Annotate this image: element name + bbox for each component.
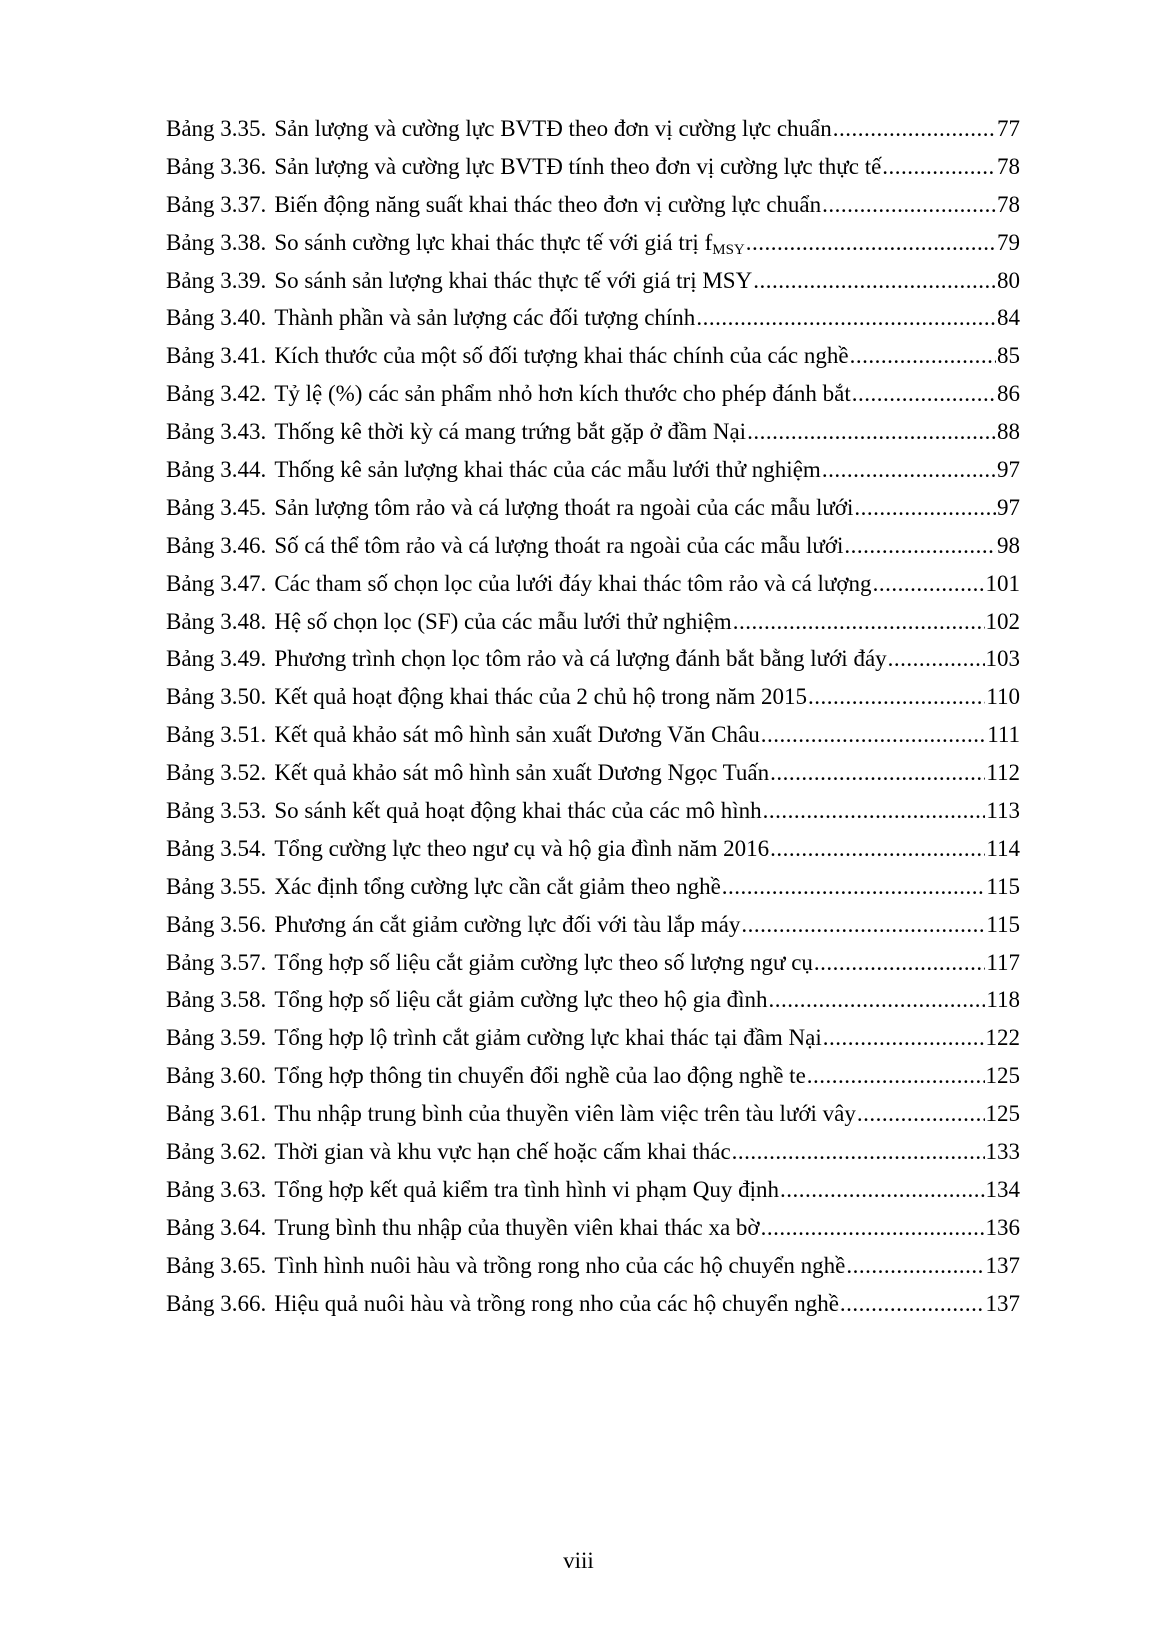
- toc-entry-page: 137: [985, 1252, 1020, 1278]
- toc-dot-leader: [822, 451, 996, 489]
- toc-dot-leader: [741, 906, 985, 944]
- toc-entry-title: [274, 565, 871, 603]
- toc-entry-page: 136: [985, 1214, 1020, 1240]
- toc-entry[interactable]: [166, 640, 1020, 678]
- toc-dot-leader: [844, 527, 996, 565]
- toc-entry-page: 122: [985, 1025, 1020, 1051]
- toc-dot-leader: [846, 1247, 984, 1285]
- toc-entry-title: [274, 868, 720, 906]
- toc-entry-title: [274, 981, 767, 1019]
- toc-entry-title-text: Tỷ lệ (%) các sản phẩm nhỏ hơn kích thước cho phép đánh bắt: [274, 381, 851, 407]
- toc-dot-leader: [850, 337, 996, 375]
- toc-entry-page: 117: [986, 949, 1020, 975]
- toc-dot-leader: [732, 1133, 985, 1171]
- toc-entry-page: 77: [997, 116, 1020, 141]
- toc-entry-page: 101: [985, 570, 1020, 596]
- toc-dot-leader: [769, 981, 986, 1019]
- toc-entry[interactable]: [166, 565, 1020, 603]
- toc-entry-label: Bảng 3.54.: [166, 835, 267, 861]
- toc-entry-title-text: Hệ số chọn lọc (SF) của các mẫu lưới thử nghiệm: [274, 608, 732, 634]
- toc-dot-leader: [852, 375, 996, 413]
- toc-dot-leader: [814, 944, 985, 982]
- toc-entry[interactable]: [166, 375, 1020, 413]
- toc-entry-label: Bảng 3.45.: [166, 494, 267, 520]
- toc-entry-label: Bảng 3.63.: [166, 1176, 267, 1202]
- toc-entry-title: [274, 640, 886, 678]
- toc-entry-page: 97: [997, 494, 1020, 520]
- toc-entry-label: Bảng 3.58.: [166, 987, 267, 1013]
- toc-dot-leader: [753, 262, 996, 300]
- toc-entry-page: 114: [986, 835, 1020, 861]
- toc-entry-page: 118: [986, 987, 1020, 1013]
- toc-entry-title: [274, 337, 848, 375]
- toc-entry-label: Bảng 3.42.: [166, 381, 267, 407]
- toc-entry-page: 79: [997, 229, 1020, 255]
- toc-dot-leader: [747, 413, 996, 451]
- toc-entry[interactable]: [166, 527, 1020, 565]
- toc-dot-leader: [763, 792, 986, 830]
- toc-entry-title-text: Sản lượng và cường lực BVTĐ theo đơn vị cường lực chuẩn: [274, 116, 832, 141]
- toc-entry[interactable]: [166, 678, 1020, 716]
- toc-dot-leader: [807, 1057, 985, 1095]
- toc-entry-title: [274, 754, 769, 792]
- toc-entry[interactable]: [166, 1133, 1020, 1171]
- toc-entry-title: [274, 603, 731, 641]
- toc-entry-title-text: Thống kê thời kỳ cá mang trứng bắt gặp ở đầm Nại: [274, 419, 747, 445]
- toc-entry-label: Bảng 3.55.: [166, 873, 267, 899]
- toc-entry[interactable]: [166, 413, 1020, 451]
- toc-entry-page: 88: [997, 419, 1020, 445]
- toc-dot-leader: [888, 640, 985, 678]
- toc-entry[interactable]: [166, 944, 1020, 982]
- toc-entry-label: Bảng 3.36.: [166, 153, 267, 179]
- toc-entry-title-text: Kết quả hoạt động khai thác của 2 chủ hộ trong năm 2015: [274, 684, 808, 710]
- toc-entry-title: [274, 413, 746, 451]
- toc-entry-page: 98: [997, 532, 1020, 558]
- toc-entry-label: Bảng 3.60.: [166, 1063, 267, 1089]
- toc-entry[interactable]: [166, 299, 1020, 337]
- toc-entry-title-text: Kích thước của một số đối tượng khai thác chính của các nghề: [274, 343, 849, 369]
- toc-entry-title-text: Sản lượng và cường lực BVTĐ tính theo đơn vị cường lực thực tế: [274, 153, 882, 179]
- toc-entry[interactable]: [166, 337, 1020, 375]
- toc-entry-page: 125: [985, 1101, 1020, 1127]
- toc-dot-leader: [722, 868, 986, 906]
- toc-dot-leader: [770, 830, 985, 868]
- toc-entry[interactable]: [166, 1209, 1020, 1247]
- toc-entry-label: Bảng 3.38.: [166, 229, 267, 255]
- toc-entry-title: [274, 1285, 839, 1323]
- toc-entry-label: Bảng 3.65.: [166, 1252, 267, 1278]
- toc-entry-page: 125: [985, 1063, 1020, 1089]
- toc-entry-title: [274, 451, 821, 489]
- toc-entry-title: [274, 110, 831, 148]
- toc-entry-label: Bảng 3.56.: [166, 911, 267, 937]
- toc-dot-leader: [746, 224, 996, 262]
- toc-entry-title-text: So sánh kết quả hoạt động khai thác của các mô hình: [274, 798, 762, 824]
- toc-entry-page: 78: [997, 153, 1020, 179]
- toc-entry-title: [274, 1171, 779, 1209]
- toc-entry-title-text: Hiệu quả nuôi hàu và trồng rong nho của các hộ chuyển nghề: [274, 1290, 839, 1316]
- toc-entry[interactable]: [166, 186, 1020, 224]
- toc-entry[interactable]: [166, 1247, 1020, 1285]
- toc-entry-title-text: Tổng hợp thông tin chuyển đổi nghề của lao động nghề te: [274, 1063, 806, 1089]
- toc-entry-title: [274, 186, 821, 224]
- toc-entry-title-text: Trung bình thu nhập của thuyền viên khai thác xa bờ: [274, 1214, 760, 1240]
- toc-entry-title: [274, 1095, 856, 1133]
- toc-entry-title-text: Kết quả khảo sát mô hình sản xuất Dương Ngọc Tuấn: [274, 760, 770, 786]
- toc-entry-title: [274, 1209, 759, 1247]
- toc-entry-label: Bảng 3.47.: [166, 570, 267, 596]
- toc-entry[interactable]: [166, 830, 1020, 868]
- toc-dot-leader: [857, 1095, 985, 1133]
- toc-entry-title: [274, 148, 881, 186]
- toc-dot-leader: [780, 1171, 985, 1209]
- toc-entry[interactable]: [166, 262, 1020, 300]
- toc-entry-title: [274, 1057, 805, 1095]
- toc-entry-page: 112: [986, 760, 1020, 786]
- toc-entry-title: [274, 1247, 845, 1285]
- toc-entry-page: 134: [985, 1176, 1020, 1202]
- toc-entry[interactable]: [166, 1057, 1020, 1095]
- toc-dot-leader: [808, 678, 985, 716]
- toc-entry-page: 137: [985, 1290, 1020, 1316]
- toc-entry-label: Bảng 3.35.: [166, 116, 267, 141]
- toc-entry[interactable]: [166, 868, 1020, 906]
- toc-dot-leader: [873, 565, 985, 603]
- toc-entry-title-text: So sánh sản lượng khai thác thực tế với giá trị MSY: [274, 267, 753, 293]
- toc-entry-title-text: Phương trình chọn lọc tôm rảo và cá lượng đánh bắt bằng lưới đáy: [274, 646, 887, 672]
- toc-dot-leader: [761, 716, 986, 754]
- toc-entry-title: [274, 830, 769, 868]
- toc-entry-title-text: Kết quả khảo sát mô hình sản xuất Dương Văn Châu: [274, 722, 760, 748]
- toc-entry-label: Bảng 3.43.: [166, 419, 267, 445]
- toc-entry-label: Bảng 3.59.: [166, 1025, 267, 1051]
- toc-entry-title-text: Tổng hợp kết quả kiểm tra tình hình vi phạm Quy định: [274, 1176, 779, 1202]
- toc-entry-label: Bảng 3.61.: [166, 1101, 267, 1127]
- toc-entry-title: [274, 224, 744, 262]
- toc-entry-title-text: Số cá thể tôm rảo và cá lượng thoát ra ngoài của các mẫu lưới: [274, 532, 844, 558]
- toc-entry-label: Bảng 3.41.: [166, 343, 267, 369]
- toc-dot-leader: [823, 1019, 985, 1057]
- toc-entry[interactable]: [166, 792, 1020, 830]
- toc-entry-title: [274, 489, 853, 527]
- toc-entry-label: Bảng 3.39.: [166, 267, 267, 293]
- toc-entry-title: [274, 944, 813, 982]
- toc-entry-label: Bảng 3.51.: [166, 722, 267, 748]
- toc-entry-label: Bảng 3.49.: [166, 646, 267, 672]
- toc-entry-title-text: So sánh cường lực khai thác thực tế với giá trị f: [274, 229, 713, 255]
- toc-entry-title: [274, 792, 761, 830]
- toc-dot-leader: [822, 186, 996, 224]
- toc-entry-label: Bảng 3.37.: [166, 191, 267, 217]
- toc-entry-title: [274, 375, 850, 413]
- toc-entry-page: 102: [985, 608, 1020, 634]
- toc-entry-page: 84: [997, 305, 1020, 331]
- toc-entry-title-text: Thành phần và sản lượng các đối tượng chính: [274, 305, 696, 331]
- toc-entry-label: Bảng 3.64.: [166, 1214, 267, 1240]
- toc-entry-title-text: Tổng cường lực theo ngư cụ và hộ gia đình năm 2016: [274, 835, 770, 861]
- toc-entry[interactable]: [166, 1019, 1020, 1057]
- toc-dot-leader: [770, 754, 985, 792]
- toc-entry-label: Bảng 3.50.: [166, 684, 267, 710]
- toc-entry-page: 115: [986, 911, 1020, 937]
- toc-entry-label: Bảng 3.48.: [166, 608, 267, 634]
- toc-dot-leader: [854, 489, 996, 527]
- toc-entry[interactable]: [166, 1171, 1020, 1209]
- toc-entry-page: 103: [985, 646, 1020, 672]
- toc-entry-title-text: Tổng hợp lộ trình cắt giảm cường lực khai thác tại đầm Nại: [274, 1025, 822, 1051]
- toc-entry-label: Bảng 3.57.: [166, 949, 267, 975]
- toc-entry-title-text: Các tham số chọn lọc của lưới đáy khai thác tôm rảo và cá lượng: [274, 570, 872, 596]
- toc-entry-label: Bảng 3.46.: [166, 532, 267, 558]
- toc-entry-title: [274, 1019, 821, 1057]
- toc-entry-page: 80: [997, 267, 1020, 293]
- toc-entry-label: Bảng 3.53.: [166, 798, 267, 824]
- toc-entry-page: 97: [997, 457, 1020, 483]
- toc-entry-title: [274, 262, 752, 300]
- toc-entry-label: Bảng 3.44.: [166, 457, 267, 483]
- toc-entry-page: 133: [985, 1139, 1020, 1165]
- table-of-contents: [166, 110, 1020, 1323]
- toc-entry-title-text: Tình hình nuôi hàu và trồng rong nho của các hộ chuyển nghề: [274, 1252, 846, 1278]
- toc-entry-label: Bảng 3.66.: [166, 1290, 267, 1316]
- toc-entry[interactable]: [166, 489, 1020, 527]
- toc-entry[interactable]: [166, 1285, 1020, 1323]
- toc-entry-page: 110: [986, 684, 1020, 710]
- toc-entry-page: 86: [997, 381, 1020, 407]
- toc-entry-label: Bảng 3.62.: [166, 1139, 267, 1165]
- toc-dot-leader: [761, 1209, 985, 1247]
- toc-dot-leader: [696, 299, 996, 337]
- toc-entry-title: [274, 716, 759, 754]
- toc-dot-leader: [733, 603, 985, 641]
- toc-entry-page: 115: [986, 873, 1020, 899]
- toc-entry-page: 111: [987, 722, 1020, 748]
- toc-dot-leader: [833, 110, 996, 148]
- toc-entry-subscript: MSY: [712, 241, 745, 258]
- toc-entry-title-text: Tổng hợp số liệu cắt giảm cường lực theo hộ gia đình: [274, 987, 768, 1013]
- toc-entry-label: Bảng 3.52.: [166, 760, 267, 786]
- page-number: viii: [563, 1548, 594, 1573]
- toc-entry[interactable]: [166, 110, 1020, 148]
- toc-entry-title-text: Xác định tổng cường lực cần cắt giảm theo nghề: [274, 873, 721, 899]
- toc-entry-title-text: Thống kê sản lượng khai thác của các mẫu lưới thử nghiệm: [274, 457, 821, 483]
- toc-entry-title-text: Biến động năng suất khai thác theo đơn vị cường lực chuẩn: [274, 191, 822, 217]
- toc-entry-page: 113: [986, 798, 1020, 824]
- toc-entry[interactable]: [166, 1095, 1020, 1133]
- toc-entry[interactable]: [166, 754, 1020, 792]
- toc-entry-title: [274, 678, 807, 716]
- toc-entry-page: 78: [997, 191, 1020, 217]
- toc-entry[interactable]: [166, 451, 1020, 489]
- toc-entry-page: 85: [997, 343, 1020, 369]
- toc-entry-title: [274, 1133, 730, 1171]
- toc-entry[interactable]: [166, 906, 1020, 944]
- toc-entry-title-text: Phương án cắt giảm cường lực đối với tàu lắp máy: [274, 911, 741, 937]
- toc-dot-leader: [840, 1285, 985, 1323]
- toc-entry-title-text: Thu nhập trung bình của thuyền viên làm việc trên tàu lưới vây: [274, 1101, 856, 1127]
- toc-entry-title-text: Sản lượng tôm rảo và cá lượng thoát ra ngoài của các mẫu lưới: [274, 494, 854, 520]
- toc-entry[interactable]: [166, 148, 1020, 186]
- toc-entry-title: [274, 299, 695, 337]
- toc-entry-title: [274, 906, 740, 944]
- toc-entry-title-text: Thời gian và khu vực hạn chế hoặc cấm khai thác: [274, 1139, 731, 1165]
- toc-entry-title: [274, 527, 843, 565]
- toc-entry[interactable]: [166, 716, 1020, 754]
- toc-entry-label: Bảng 3.40.: [166, 305, 267, 331]
- toc-dot-leader: [882, 148, 996, 186]
- toc-entry[interactable]: [166, 224, 1020, 262]
- toc-entry[interactable]: [166, 603, 1020, 641]
- toc-entry[interactable]: [166, 981, 1020, 1019]
- toc-entry-title-text: Tổng hợp số liệu cắt giảm cường lực theo số lượng ngư cụ: [274, 949, 813, 975]
